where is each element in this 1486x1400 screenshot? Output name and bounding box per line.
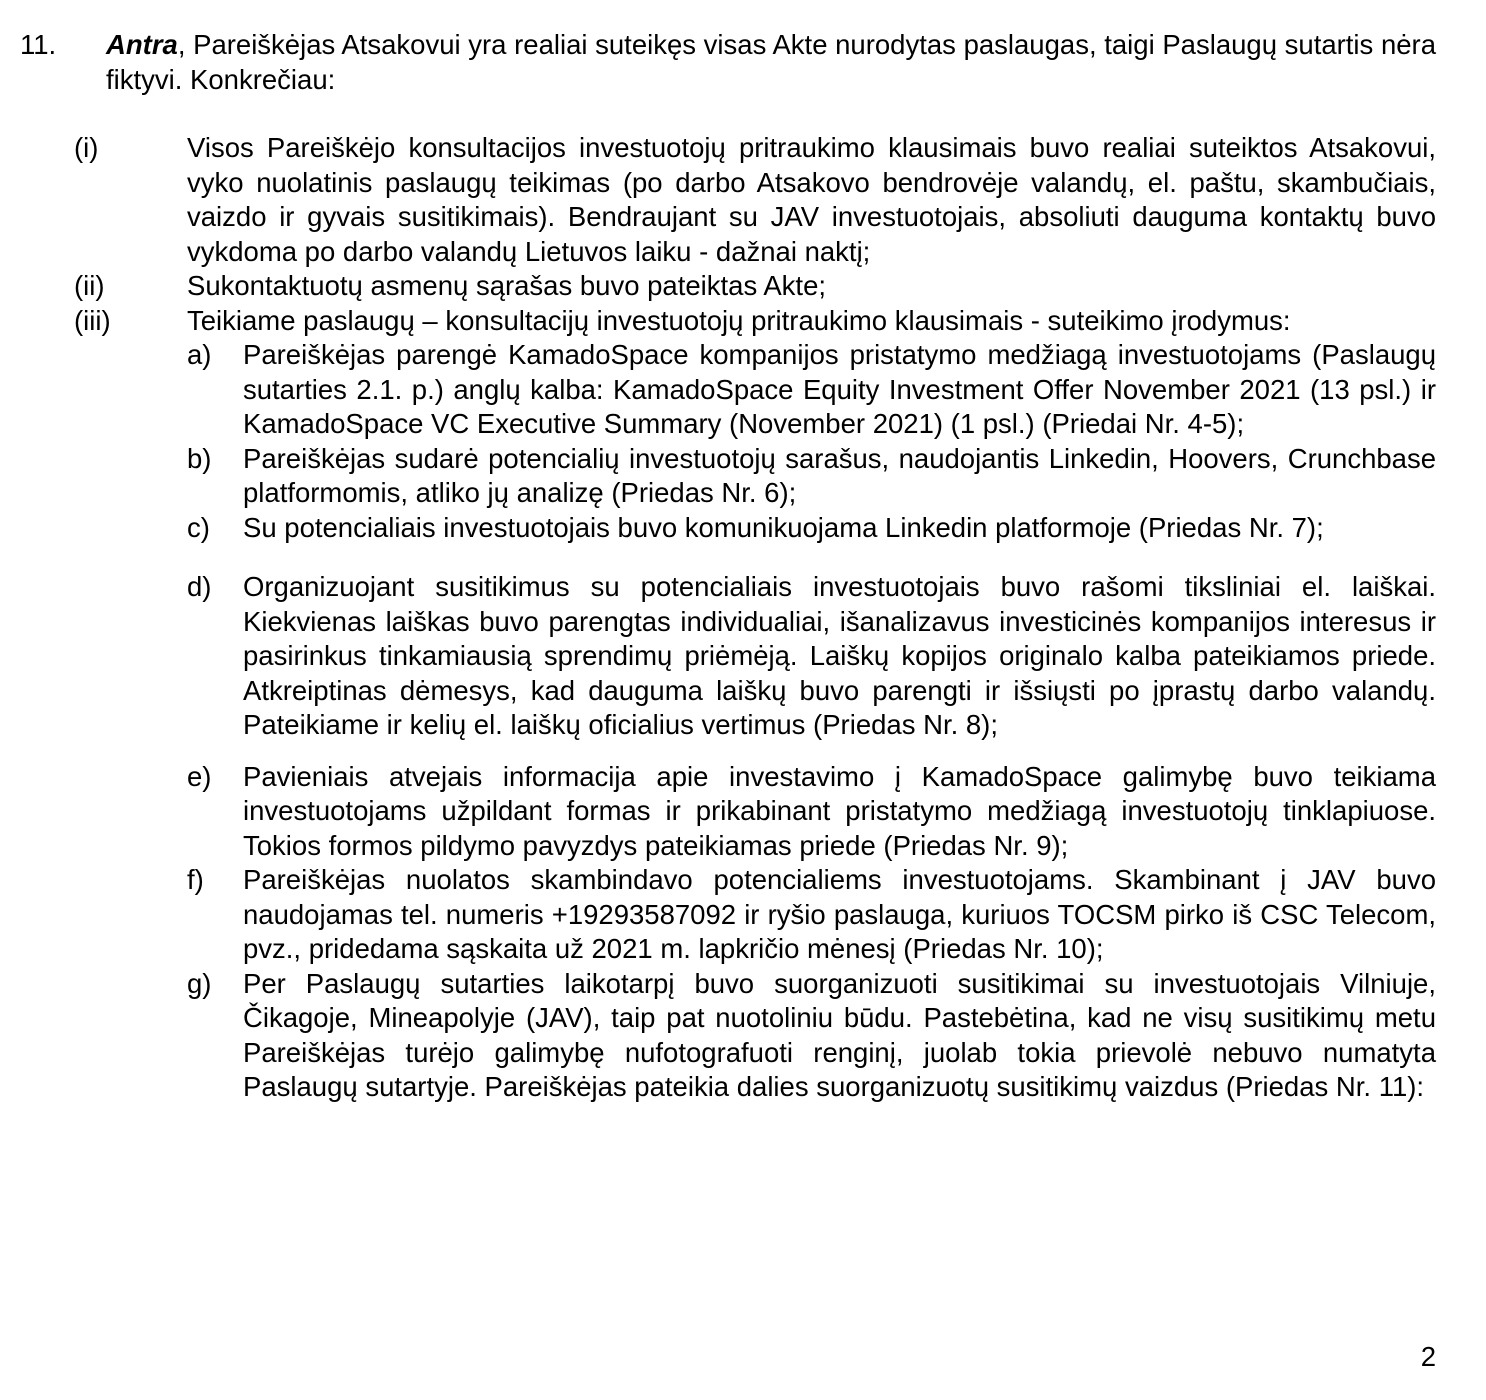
sub-item-label: f): [187, 864, 204, 895]
item-label: (i): [74, 132, 99, 163]
sub-item-label: e): [187, 760, 212, 792]
sub-item-label: a): [187, 339, 212, 370]
sub-item-text: Organizuojant susitikimus su potencialiais investuotojais buvo rašomi tiksliniai el. laiškai. Kiekvienas laiškas buvo parengtas individualiai, išanalizavus investicinės kompanijos interesus ir pasirinkus tinkamiausią sprendimų priėmėją. Laiškų kopijos originalo kalba pateikiamos priede. Atkreiptinas dėmesys, kad dauguma laiškų buvo parengti ir išsiųsti po įprastų darbo valandų. Pateikiame ir kelių el. laiškų oficialius vertimus (Priedas Nr. 8);: [243, 571, 1436, 740]
sub-item-text: Su potencialiais investuotojais buvo komunikuojama Linkedin platformoje (Priedas Nr. 7);: [243, 511, 1324, 543]
sub-list: [187, 338, 1436, 1105]
sub-list-item: [187, 338, 1436, 442]
sub-item-label: c): [187, 511, 210, 543]
paragraph-intro: [106, 28, 1436, 97]
paragraph-intro-text: , Pareiškėjas Atsakovui yra realiai suteikęs visas Akte nurodytas paslaugas, taigi Paslaugų sutartis nėra fiktyvi. Konkrečiau:: [106, 29, 1436, 95]
item-label: (ii): [74, 270, 105, 301]
page-number: 2: [1420, 1341, 1436, 1372]
sub-item-text: Pareiškėjas nuolatos skambindavo potencialiems investuotojams. Skambinant į JAV buvo naudojamas tel. numeris +19293587092 ir ryšio paslauga, kuriuos TOCSM pirko iš CSC Telecom, pvz., pridedama sąskaita už 2021 m. lapkričio mėnesį (Priedas Nr. 10);: [243, 864, 1436, 964]
sub-item-label: g): [187, 967, 212, 999]
sub-item-text: Per Paslaugų sutarties laikotarpį buvo suorganizuoti susitikimai su investuotojais Vilniuje, Čikagoje, Mineapolyje (JAV), taip pat nuotoliniu būdu. Pastebėtina, kad ne visų susitikimų metu Pareiškėjas turėjo galimybę nufotografuoti renginį, juolab tokia prievolė nebuvo numatyta Paslaugų sutartyje. Pareiškėjas pateikia dalies suorganizuotų susitikimų vaizdus (Priedas Nr. 11):: [243, 967, 1436, 1102]
item-text: Sukontaktuotų asmenų sąrašas buvo pateiktas Akte;: [187, 270, 826, 301]
sub-list-item: [187, 760, 1436, 864]
sub-item-text: Pavieniais atvejais informacija apie investavimo į KamadoSpace galimybę buvo teikiama investuotojams užpildant formas ir prikabinant pristatymo medžiagą investuotojų tinklapiuose. Tokios formos pildymo pavyzdys pateikiamas priede (Priedas Nr. 9);: [243, 760, 1436, 861]
item-text: Visos Pareiškėjo konsultacijos investuotojų pritraukimo klausimais buvo realiai suteiktos Atsakovui, vyko nuolatinis paslaugų teikimas (po darbo Atsakovo bendrovėje valandų, el. paštu, skambučiais, vaizdo ir gyvais susitikimais). Bendraujant su JAV investuotojais, absoliuti dauguma kontaktų buvo vykdoma po darbo valandų Lietuvos laiku - dažnai naktį;: [187, 132, 1436, 267]
paragraph-lead: Antra: [106, 29, 178, 60]
sub-list-item: [187, 863, 1436, 967]
item-text: Teikiame paslaugų – konsultacijų investuotojų pritraukimo klausimais - suteikimo įrodymus:: [187, 304, 1291, 336]
sub-list-item: [187, 442, 1436, 511]
sub-list-item: [187, 570, 1436, 743]
sub-item-label: b): [187, 442, 212, 474]
list-item: [74, 269, 1436, 304]
list-item: [74, 131, 1436, 269]
sub-item-text: Pareiškėjas parengė KamadoSpace kompanijos pristatymo medžiagą investuotojams (Paslaugų sutarties 2.1. p.) anglų kalba: KamadoSpace Equity Investment Offer November 2021 (13 psl.) ir KamadoSpace VC Executive Summary (November 2021) (1 psl.) (Priedai Nr. 4-5);: [243, 339, 1436, 439]
sub-item-text: Pareiškėjas sudarė potencialių investuotojų sarašus, naudojantis Linkedin, Hoovers, Crunchbase platformomis, atliko jų analizę (Priedas Nr. 6);: [243, 442, 1436, 508]
sub-list-item: [187, 967, 1436, 1105]
paragraph-number: 11.: [20, 29, 57, 60]
sub-item-label: d): [187, 571, 212, 602]
roman-list: [74, 131, 1436, 1105]
item-label: (iii): [74, 304, 111, 336]
sub-list-item: [187, 511, 1436, 546]
list-item: [74, 304, 1436, 1105]
